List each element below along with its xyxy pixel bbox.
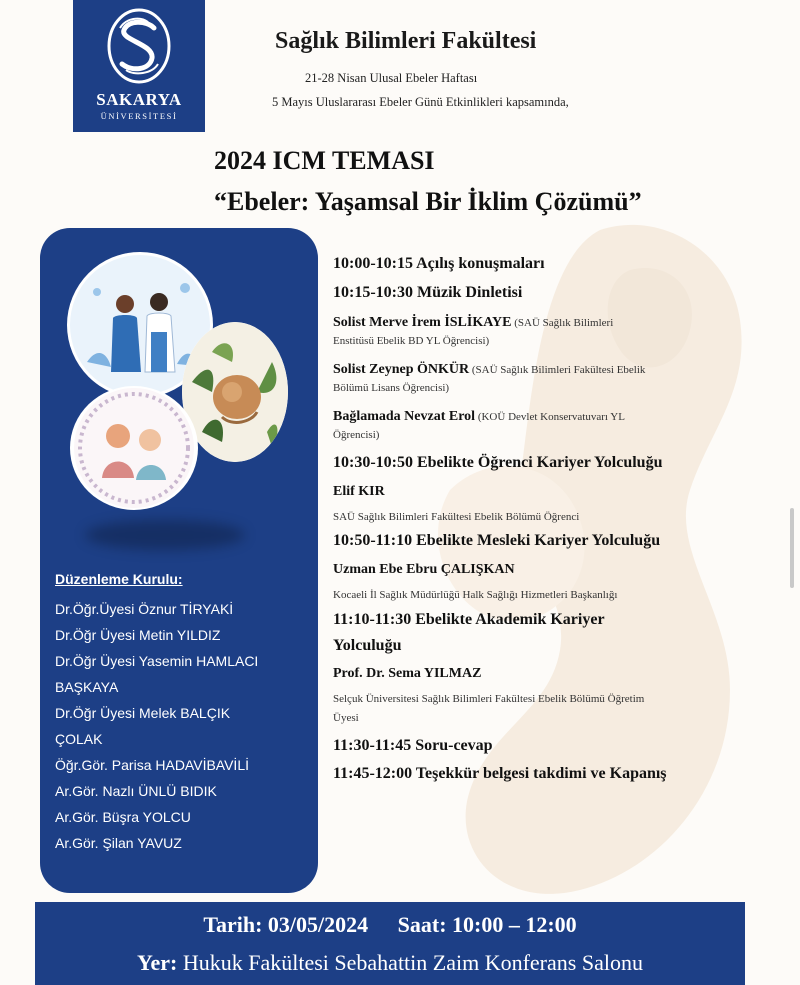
days-subtitle: 5 Mayıs Uluslararası Ebeler Günü Etkinlikleri kapsamında, <box>272 95 569 109</box>
speaker-student: Elif KIR <box>333 484 385 499</box>
speaker-academic-note-cont: Üyesi <box>333 712 359 724</box>
performer-2-name: Solist Zeynep ÖNKÜR <box>333 362 470 377</box>
committee-member: Öğr.Gör. Parisa HADAVİBAVİLİ <box>55 757 249 773</box>
schedule-item-closing: 11:45-12:00 Teşekkür belgesi takdimi ve Kapanış <box>333 765 667 782</box>
sakarya-s-icon <box>106 6 172 86</box>
week-subtitle: 21-28 Nisan Ulusal Ebeler Haftası <box>305 71 478 85</box>
schedule-item-academic-career-cont: Yolculuğu <box>333 637 402 654</box>
time-label: Saat: <box>397 912 447 937</box>
schedule-item-student-career: 10:30-10:50 Ebelikte Öğrenci Kariyer Yolculuğu <box>333 454 663 471</box>
panel-shadow <box>85 520 245 550</box>
time-value: 10:00 – 12:00 <box>452 912 577 937</box>
schedule-item-qa: 11:30-11:45 Soru-cevap <box>333 737 493 754</box>
speaker-professional: Uzman Ebe Ebru ÇALIŞKAN <box>333 562 515 577</box>
committee-member: Ar.Gör. Şilan YAVUZ <box>55 835 182 851</box>
performer-1-note: (SAÜ Sağlık Bilimleri <box>511 317 614 329</box>
scrollbar[interactable] <box>790 508 794 588</box>
venue-line <box>35 950 745 976</box>
committee-member: BAŞKAYA <box>55 679 119 695</box>
schedule-item-opening: 10:00-10:15 Açılış konuşmaları <box>333 255 545 272</box>
speaker-academic-note: Selçuk Üniversitesi Sağlık Bilimleri Fakültesi Ebelik Bölümü Öğretim <box>333 693 645 705</box>
committee-title: Düzenleme Kurulu: <box>55 571 183 587</box>
date-label: Tarih: <box>203 912 263 937</box>
committee-member: Dr.Öğr Üyesi Melek BALÇIK <box>55 705 231 721</box>
schedule-item-music: 10:15-10:30 Müzik Dinletisi <box>333 284 523 301</box>
committee-member: Dr.Öğr Üyesi Metin YILDIZ <box>55 627 221 643</box>
theme-heading: 2024 ICM TEMASI <box>214 146 435 175</box>
logo-subtitle: ÜNİVERSİTESİ <box>100 111 178 121</box>
performer-1-name: Solist Merve İrem İSLİKAYE <box>333 315 512 330</box>
committee-member: Dr.Öğr.Üyesi Öznur TİRYAKİ <box>55 601 234 617</box>
speaker-professional-note: Kocaeli İl Sağlık Müdürlüğü Halk Sağlığı Hizmetleri Başkanlığı <box>333 589 618 601</box>
venue-label: Yer: <box>137 950 178 975</box>
time-info <box>398 912 577 937</box>
date-time-line <box>35 912 745 938</box>
schedule-item-professional-career: 10:50-11:10 Ebelikte Mesleki Kariyer Yolculuğu <box>333 532 661 549</box>
speaker-academic: Prof. Dr. Sema YILMAZ <box>333 666 482 681</box>
performer-3-name: Bağlamada Nevzat Erol <box>333 409 476 424</box>
mother-child-illustration <box>70 386 198 510</box>
performer-3 <box>333 407 625 425</box>
theme-slogan: “Ebeler: Yaşamsal Bir İklim Çözümü” <box>214 187 642 216</box>
committee-member: Dr.Öğr Üyesi Yasemin HAMLACI <box>55 653 259 669</box>
committee-member: Ar.Gör. Büşra YOLCU <box>55 809 191 825</box>
nature-baby-illustration <box>182 322 288 462</box>
faculty-title: Sağlık Bilimleri Fakültesi <box>275 28 537 54</box>
date-info <box>203 912 368 937</box>
logo-name: SAKARYA <box>96 90 182 109</box>
performer-1 <box>333 313 613 331</box>
performer-2 <box>333 360 645 378</box>
schedule-item-academic-career: 11:10-11:30 Ebelikte Akademik Kariyer <box>333 611 605 628</box>
performer-3-note: (KOÜ Devlet Konservatuvarı YL <box>475 411 625 423</box>
date-value: 03/05/2024 <box>267 912 369 937</box>
performer-1-note-cont: Enstitüsü Ebelik BD YL Öğrencisi) <box>333 335 490 347</box>
performer-2-note: (SAÜ Sağlık Bilimleri Fakültesi Ebelik <box>469 364 646 376</box>
university-logo <box>73 0 205 132</box>
venue-value: Hukuk Fakültesi Sebahattin Zaim Konferans Salonu <box>182 950 643 975</box>
speaker-student-note: SAÜ Sağlık Bilimleri Fakültesi Ebelik Bölümü Öğrenci <box>333 511 580 523</box>
performer-3-note-cont: Öğrencisi) <box>333 429 380 441</box>
event-info-footer <box>35 902 745 985</box>
committee-list <box>55 596 313 856</box>
performer-2-note-cont: Bölümü Lisans Öğrencisi) <box>333 382 450 394</box>
committee-member: Ar.Gör. Nazlı ÜNLÜ BIDIK <box>55 783 217 799</box>
logo-reflection <box>73 134 205 204</box>
committee-member: ÇOLAK <box>55 731 103 747</box>
